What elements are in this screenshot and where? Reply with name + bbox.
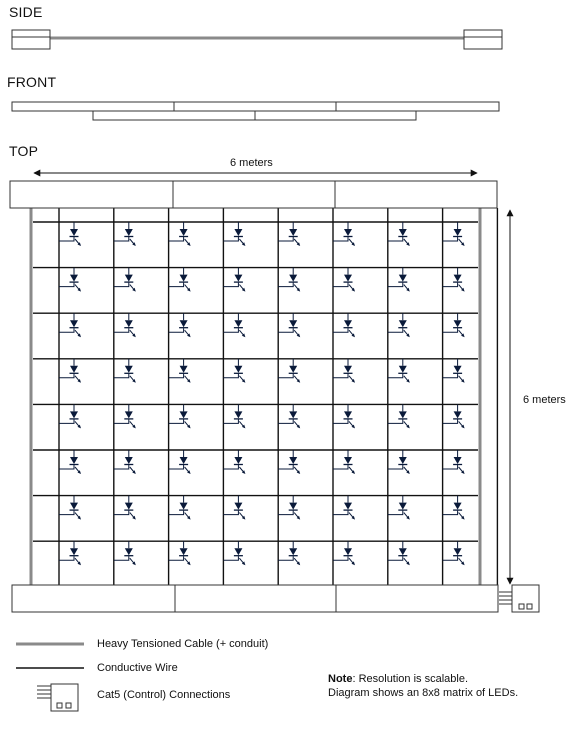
legend-cat5-port-1 [57,703,62,708]
led-return-lead [278,328,293,332]
led-return-lead [278,556,293,560]
led-diode [454,457,462,464]
led-return-lead [333,283,348,287]
led-return-lead [114,511,129,515]
led-diode [125,275,133,282]
led-return-lead [443,328,458,332]
led-return-lead [169,283,184,287]
led-return-lead [59,237,74,241]
led-return-lead [169,237,184,241]
led-diode [399,457,407,464]
legend-cat5-icon [37,684,78,711]
led-diode [289,457,297,464]
cat5-port-2 [527,604,532,609]
led-diode [399,320,407,327]
led-return-lead [223,283,238,287]
led-diode [234,411,242,418]
led-diode [399,411,407,418]
led-return-lead [278,511,293,515]
led-diode [399,366,407,373]
led-diode [289,548,297,555]
led-return-lead [59,511,74,515]
led-return-lead [443,237,458,241]
led-grid [31,208,497,587]
led-return-lead [223,374,238,378]
bottom-beam-body [12,585,498,612]
led-return-lead [223,465,238,469]
led-return-lead [278,374,293,378]
led-return-lead [443,419,458,423]
led-diode [125,548,133,555]
legend-cable-label: Heavy Tensioned Cable (+ conduit) [97,638,269,650]
front-view [12,102,499,120]
led-diode [234,457,242,464]
led-diode [399,503,407,510]
led-diode [454,503,462,510]
legend-cat5-label: Cat5 (Control) Connections [97,689,231,701]
led-return-lead [333,511,348,515]
led-diode [344,411,352,418]
led-diode [344,275,352,282]
led-diode [344,503,352,510]
led-return-lead [333,328,348,332]
led-diode [289,366,297,373]
led-diode [125,229,133,236]
led-diode [180,229,188,236]
led-diode [399,229,407,236]
led-diode [125,366,133,373]
led-return-lead [59,328,74,332]
led-diode [70,320,78,327]
led-diode [454,229,462,236]
led-return-lead [59,419,74,423]
led-return-lead [223,237,238,241]
led-diode [70,275,78,282]
cat5-box [512,585,539,612]
led-diode [125,320,133,327]
led-return-lead [223,419,238,423]
led-return-lead [333,419,348,423]
led-return-lead [388,237,403,241]
led-return-lead [114,237,129,241]
led-return-lead [278,283,293,287]
led-return-lead [114,465,129,469]
led-diode [289,275,297,282]
led-diode [234,275,242,282]
side-view-label: SIDE [9,4,43,20]
side-view [12,30,502,49]
led-diode [234,366,242,373]
led-return-lead [114,328,129,332]
led-return-lead [59,283,74,287]
led-return-lead [443,283,458,287]
led-return-lead [333,465,348,469]
led-diode [234,503,242,510]
led-diode [399,548,407,555]
led-diode [180,457,188,464]
led-diode [454,320,462,327]
led-return-lead [333,374,348,378]
led-diode [125,457,133,464]
led-diode [289,411,297,418]
led-diode [234,320,242,327]
led-return-lead [59,465,74,469]
led-diode [454,548,462,555]
note-line-1-text: : Resolution is scalable. [352,673,469,685]
led-return-lead [114,374,129,378]
led-diode [344,320,352,327]
led-return-lead [169,556,184,560]
side-right-block [464,30,502,49]
width-dimension-label: 6 meters [230,157,273,169]
legend-cat5-box [51,684,78,711]
led-return-lead [443,511,458,515]
led-return-lead [388,374,403,378]
led-diode [289,320,297,327]
led-return-lead [278,465,293,469]
legend [16,644,84,711]
led-diode [180,503,188,510]
led-diode [180,411,188,418]
led-diode [454,411,462,418]
top-beam-body [10,181,497,208]
front-upper-beam [12,102,499,111]
led-diode [234,548,242,555]
led-diode [344,366,352,373]
led-diode [454,366,462,373]
note-line-2: Diagram shows an 8x8 matrix of LEDs. [328,687,519,699]
led-return-lead [443,556,458,560]
led-return-lead [59,374,74,378]
led-diode [70,548,78,555]
led-return-lead [443,465,458,469]
led-diode [234,229,242,236]
led-return-lead [388,419,403,423]
side-left-block [12,30,50,49]
led-return-lead [388,556,403,560]
led-return-lead [169,419,184,423]
top-beam [10,181,497,208]
led-diode [289,503,297,510]
led-diode [180,548,188,555]
led-return-lead [169,511,184,515]
led-diode [125,411,133,418]
led-diode [70,366,78,373]
led-return-lead [333,237,348,241]
led-return-lead [169,374,184,378]
led-return-lead [388,328,403,332]
cat5-connector [499,585,539,612]
led-return-lead [59,556,74,560]
led-return-lead [169,328,184,332]
led-diode [70,411,78,418]
led-diode [70,229,78,236]
led-diode [399,275,407,282]
led-return-lead [388,465,403,469]
cat5-port-1 [519,604,524,609]
led-return-lead [278,237,293,241]
led-return-lead [388,283,403,287]
note-heading: Note [328,673,353,685]
led-diode [70,457,78,464]
led-return-lead [443,374,458,378]
led-return-lead [114,556,129,560]
led-diode [180,320,188,327]
led-return-lead [114,419,129,423]
led-return-lead [388,511,403,515]
led-return-lead [223,328,238,332]
top-view-label: TOP [9,143,39,159]
legend-wire-label: Conductive Wire [97,662,178,674]
led-return-lead [278,419,293,423]
led-return-lead [114,283,129,287]
led-return-lead [169,465,184,469]
front-view-label: FRONT [7,74,57,90]
height-dimension-label: 6 meters [523,394,566,406]
led-diode [180,275,188,282]
led-return-lead [223,511,238,515]
led-diode [289,229,297,236]
led-diode [125,503,133,510]
led-return-lead [333,556,348,560]
led-return-lead [223,556,238,560]
legend-cat5-port-2 [66,703,71,708]
led-diode [344,548,352,555]
led-diode [344,229,352,236]
led-diode [180,366,188,373]
led-diode [454,275,462,282]
bottom-beam [12,585,498,612]
led-diode [70,503,78,510]
led-diode [344,457,352,464]
